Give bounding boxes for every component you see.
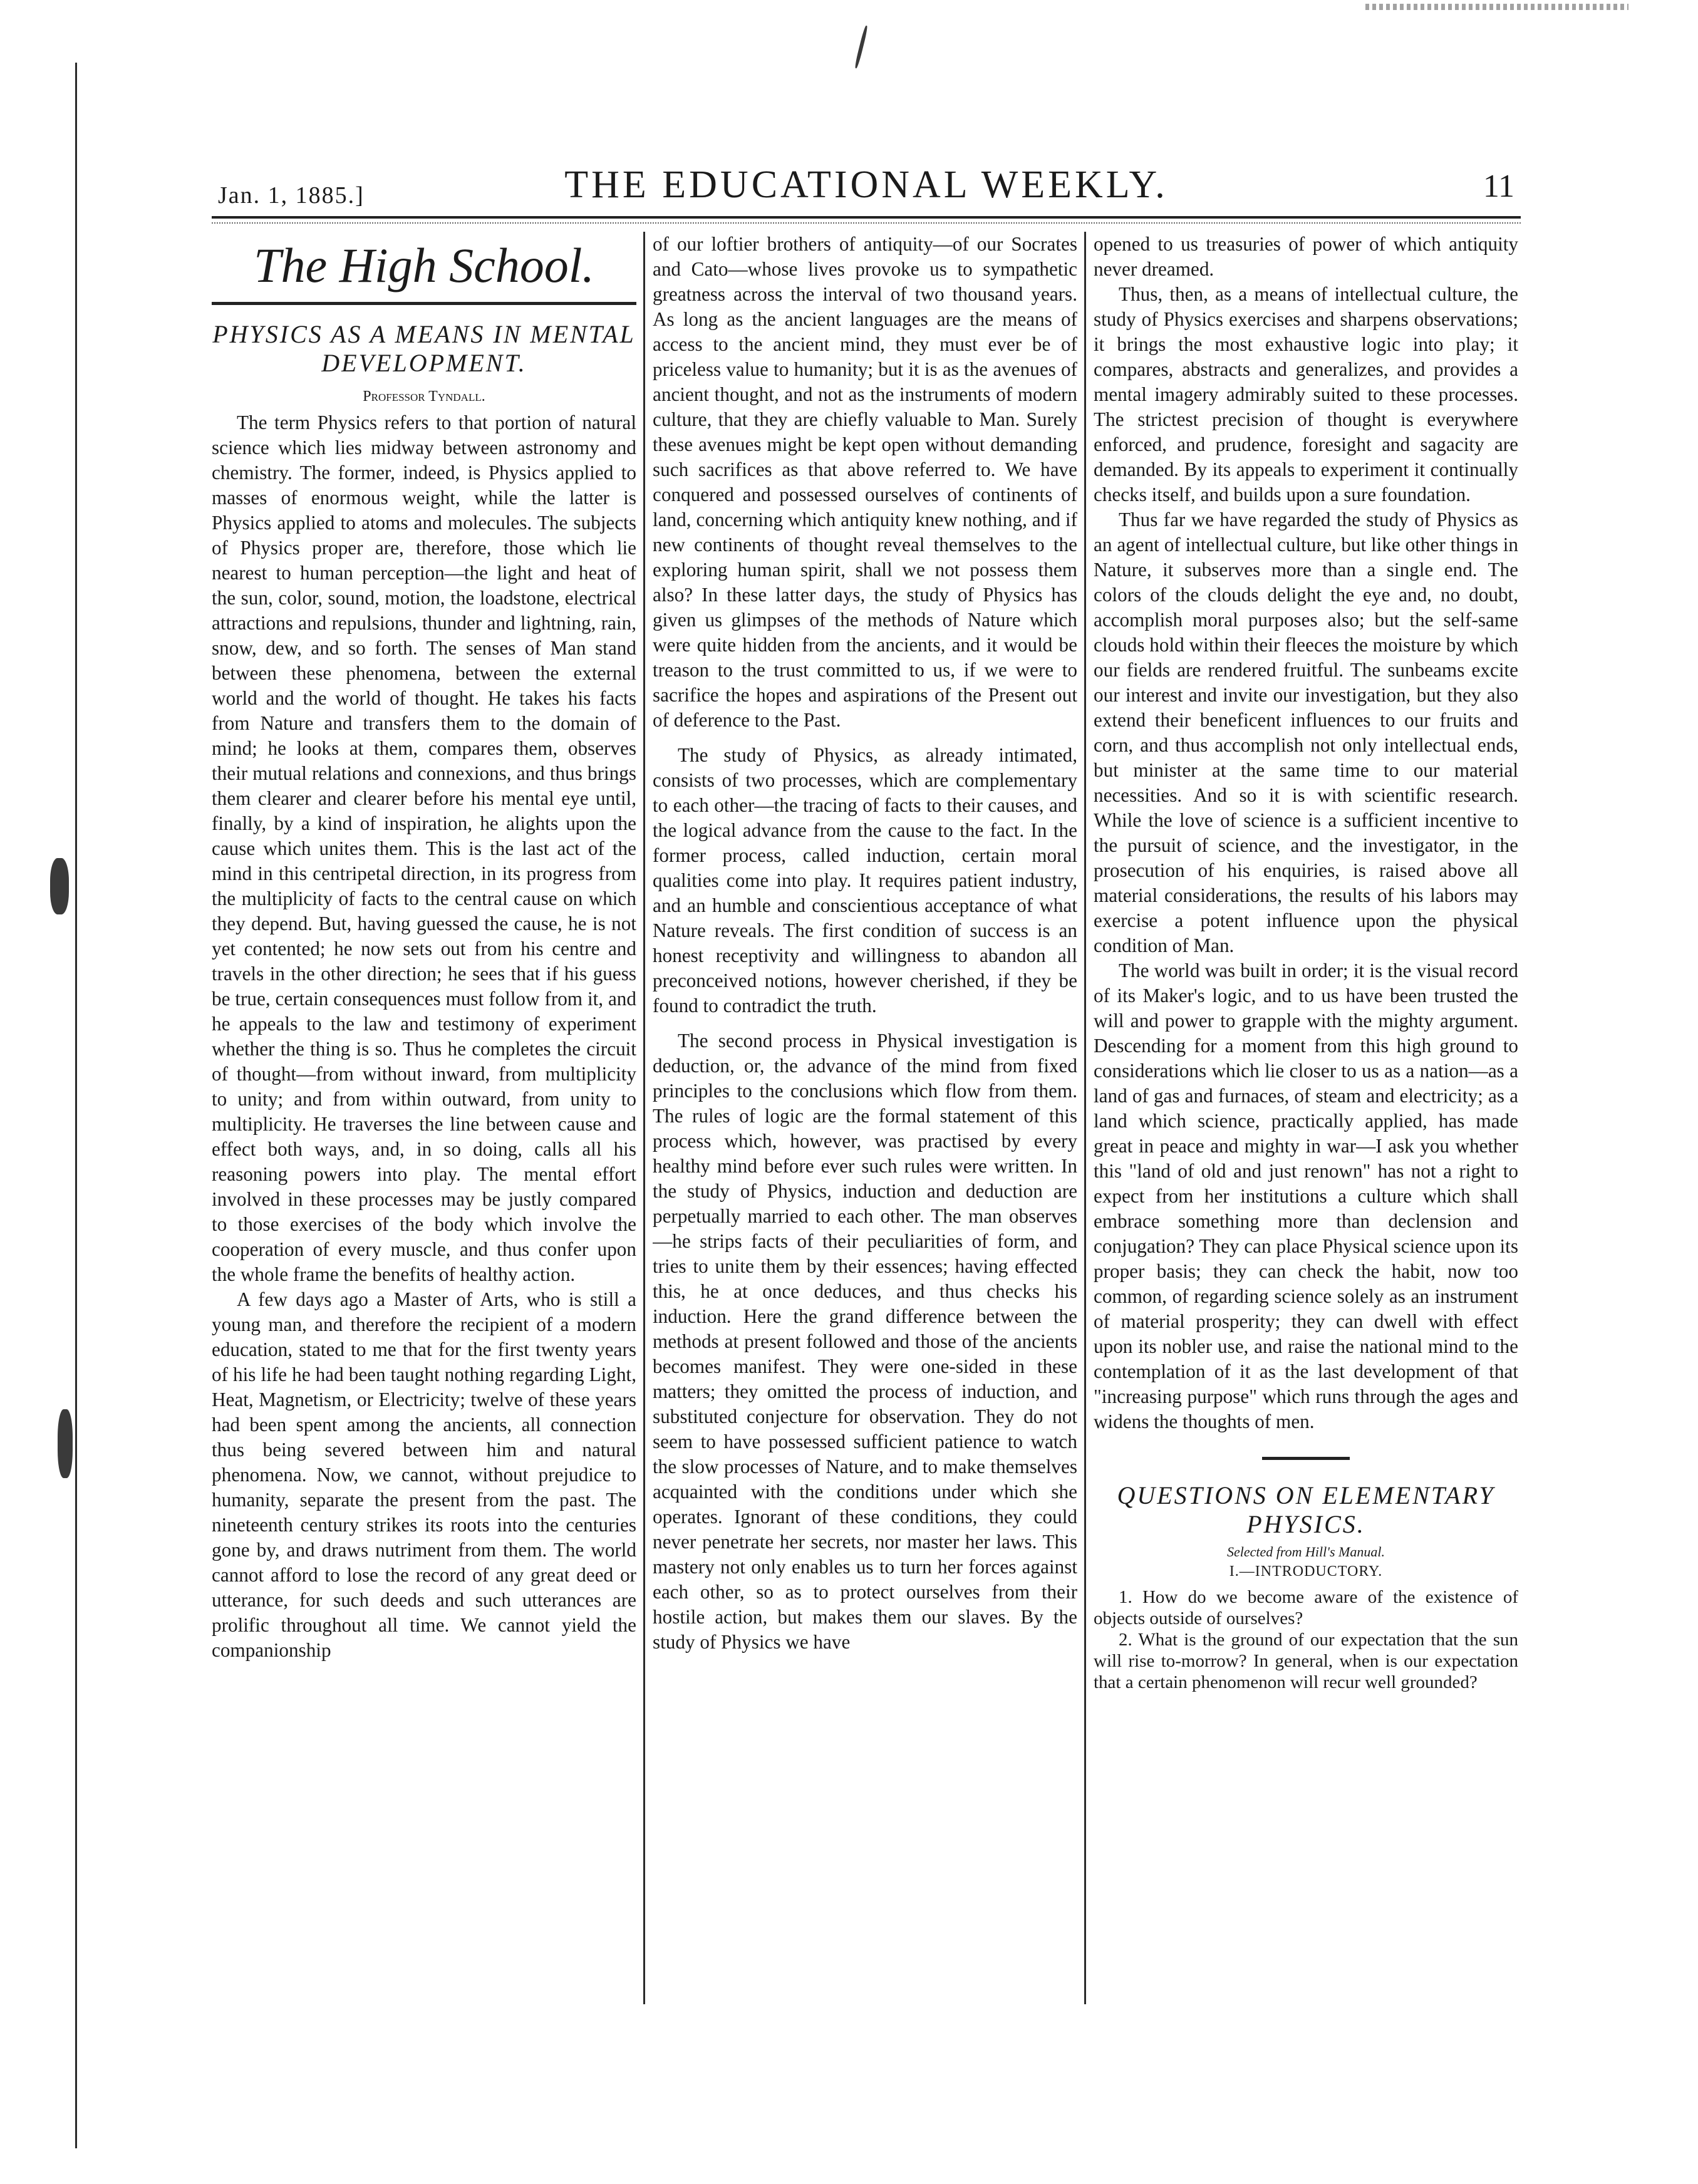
article-paragraph: opened to us treasuries of power of which antiquity never dreamed.	[1094, 233, 1518, 280]
issue-date: Jan. 1, 1885.]	[218, 182, 365, 209]
question-item: 1. How do we become aware of the existence of objects outside of ourselves?	[1094, 1587, 1518, 1628]
questions-subtitle: I.—INTRODUCTORY.	[1229, 1563, 1383, 1580]
question-item: 2. What is the ground of our expectation that the sun will rise to-morrow? In general, when is our expectation that a certain phenomenon will recur well grounded?	[1094, 1630, 1518, 1692]
page-number: 11	[1483, 168, 1514, 204]
article-paragraph: The study of Physics, as already intimated, consists of two processes, which are complementary to each other—the tracing of facts to their causes, and the logical advance from the cause to the fact. In the former process, called induction, certain moral qualities come into play. It requires patient industry, and an humble and conscientious acceptance of what Nature reveals. The first condition of success is an honest receptivity and willingness to abandon all preconceived notions, however cherished, if they be found to contradict the truth.	[653, 744, 1077, 1017]
article-columns	[212, 232, 1521, 2004]
column-divider	[1084, 232, 1086, 2004]
article-paragraph: The term Physics refers to that portion of natural science which lies midway between astronomy and chemistry. The former, indeed, is Physics applied to masses of enormous weight, while the latter is Physics applied to atoms and molecules. The subjects of Physics proper are, therefore, those which lie nearest to human perception—the light and heat of the sun, color, sound, motion, the loadstone, electrical attractions and repulsions, thunder and lightning, rain, snow, dew, and so forth. The senses of Man stand between these phenomena, between the external world and the world of thought. He takes his facts from Nature and transfers them to the domain of mind; he looks at them, compares them, observes their mutual relations and connexions, and thus brings them clearer and clearer before his mental eye until, finally, by a kind of inspiration, he alights upon the cause which unites them. This is the last act of the mind in this centripetal direction, in its progress from the multiplicity of facts to the central cause on which they depend. But, having guessed the cause, he is not yet contented; he now sets out from his centre and travels in the other direction; he sees that if his guess be true, certain consequences must follow from it, and he appeals to the law and testimony of experiment whether the thing is so. Thus he completes the circuit of thought—from without inward, from multiplicity to unity; and from within outward, from unity to multiplicity. He traverses the line between cause and effect both ways, and, in so doing, calls all his reasoning powers into play. The mental effort involved in these processes may be justly compared to those exercises of the body which involve the cooperation of every muscle, and thus confer upon the whole frame the benefits of healthy action.	[212, 411, 636, 1285]
section-title: The High School.	[254, 238, 594, 292]
publication-title: THE EDUCATIONAL WEEKLY.	[564, 163, 1168, 206]
header-dotted-rule	[212, 222, 1521, 224]
article-paragraph: Thus far we have regarded the study of Physics as an agent of intellectual culture, but like other things in Nature, it subserves more than a single end. The colors of the clouds delight the eye and, no doubt, accomplish moral purposes also; but the self-same clouds hold within their fleeces the moisture by which our fields are rendered fruitful. The sunbeams excite our interest and invite our investigation, but they also extend their beneficent influences to our fruits and corn, and thus accomplish not only intellectual ends, but minister at the same time to our material necessities. And so it is with scientific research. While the love of science is a sufficient incentive to the pursuit of science, and the investigator, in the prosecution of his enquiries, is raised above all material considerations, the results of his labors may exercise a potent influence upon the physical condition of Man.	[1094, 509, 1518, 956]
questions-title: QUESTIONS ON ELEMENTARY PHYSICS.	[1117, 1481, 1495, 1538]
article-byline: Professor Tyndall.	[363, 388, 485, 405]
article-paragraph: A few days ago a Master of Arts, who is still a young man, and therefore the recipient of a modern education, stated to me that for the first twenty years of his life he had been taught nothing regarding Light, Heat, Magnetism, or Electricity; twelve of these years had been spent among the ancients, all connection thus being severed between him and natural phenomena. Now, we cannot, without prejudice to humanity, separate the present from the past. The nineteenth century strikes its roots into the centuries gone by, and draws nutriment from them. The world cannot afford to lose the record of any great deed or utterance, for such deeds and such utterances are prolific throughout all time. We cannot yield the companionship	[212, 1288, 636, 1661]
header-rule	[212, 216, 1521, 219]
article-title: PHYSICS AS A MEANS IN MENTAL DEVELOPMENT.	[212, 320, 636, 377]
column-3	[1094, 232, 1518, 2004]
column-1	[212, 232, 636, 2004]
scan-edge-noise	[1365, 4, 1628, 10]
scan-speck	[50, 858, 69, 914]
column-divider	[643, 232, 645, 2004]
article-paragraph: The second process in Physical investigation is deduction, or, the advance of the mind from fixed principles to the conclusions which flow from them. The rules of logic are the formal statement of this process which, however, was practised by every healthy mind before ever such rules were written. In the study of Physics, induction and deduction are perpetually married to each other. The man observes—he strips facts of their peculiarities of form, and tries to unite them by their essences; having effected this, he at once deduces, and thus checks his induction. Here the grand difference between the methods at present followed and those of the ancients becomes manifest. They were one-sided in these matters; they omitted the process of induction, and substituted conjecture for observation. They do not seem to have possessed sufficient patience to watch the slow processes of Nature, and to make themselves acquainted with the conditions under which she operates. Ignorant of these conditions, they could never penetrate her secrets, nor master her laws. This mastery not only enables us to turn her forces against each other, so as to protect ourselves from their hostile action, but makes them our slaves. By the study of Physics we have	[653, 1030, 1077, 1653]
column-2	[653, 232, 1077, 2004]
questions-rule	[1262, 1457, 1350, 1460]
questions-list	[1094, 1586, 1518, 1693]
scan-speck	[58, 1409, 73, 1478]
scan-speck	[854, 25, 869, 68]
article-paragraph: Thus, then, as a means of intellectual culture, the study of Physics exercises and sharpens observations; it brings the most exhaustive logic into play; it compares, abstracts and generalizes, and provides a mental imagery admirably suited to these processes. The strictest precision of thought is everywhere enforced, and prudence, foresight and sagacity are demanded. By its appeals to experiment it continually checks itself, and builds upon a sure foundation.	[1094, 283, 1518, 505]
section-rule	[212, 302, 636, 305]
article-paragraph: of our loftier brothers of antiquity—of our Socrates and Cato—whose lives provoke us to sympathetic greatness across the interval of two thousand years. As long as the ancient languages are the means of access to the ancient mind, they must ever be of priceless value to humanity; but it is as the avenues of ancient thought, and not as the instruments of modern culture, that they are chiefly valuable to Man. Surely these avenues might be kept open without demanding such sacrifices as that above referred to. We have conquered and possessed ourselves of continents of land, concerning which antiquity knew nothing, and if new continents of thought reveal themselves to the exploring human spirit, shall we not possess them also? In these latter days, the study of Physics has given us glimpses of the methods of Nature which were quite hidden from the ancients, and it would be treason to the trust committed to us, if we were to sacrifice the hopes and aspirations of the Present out of deference to the Past.	[653, 233, 1077, 731]
questions-source: Selected from Hill's Manual.	[1227, 1544, 1385, 1560]
article-paragraph: The world was built in order; it is the visual record of its Maker's logic, and to us have been trusted the will and power to grapple with the mighty argument. Descending for a moment from this high ground to considerations which lie closer to us as a nation—as a land of gas and furnaces, of steam and electricity; as a land which science, practically applied, has made great in peace and mighty in war—I ask you whether this "land of old and just renown" has not a right to expect from her institutions a culture which shall embrace something more than declension and conjugation? They can place Physical science upon its proper basis; they can check the habit, now too common, of regarding science solely as an instrument of material prosperity; they can dwell with effect upon its nobler use, and raise the national mind to the contemplation of it as the last development of that "increasing purpose" which runs through the ages and widens the thoughts of men.	[1094, 960, 1518, 1432]
running-head	[212, 157, 1521, 210]
binding-edge-line	[75, 63, 77, 2148]
